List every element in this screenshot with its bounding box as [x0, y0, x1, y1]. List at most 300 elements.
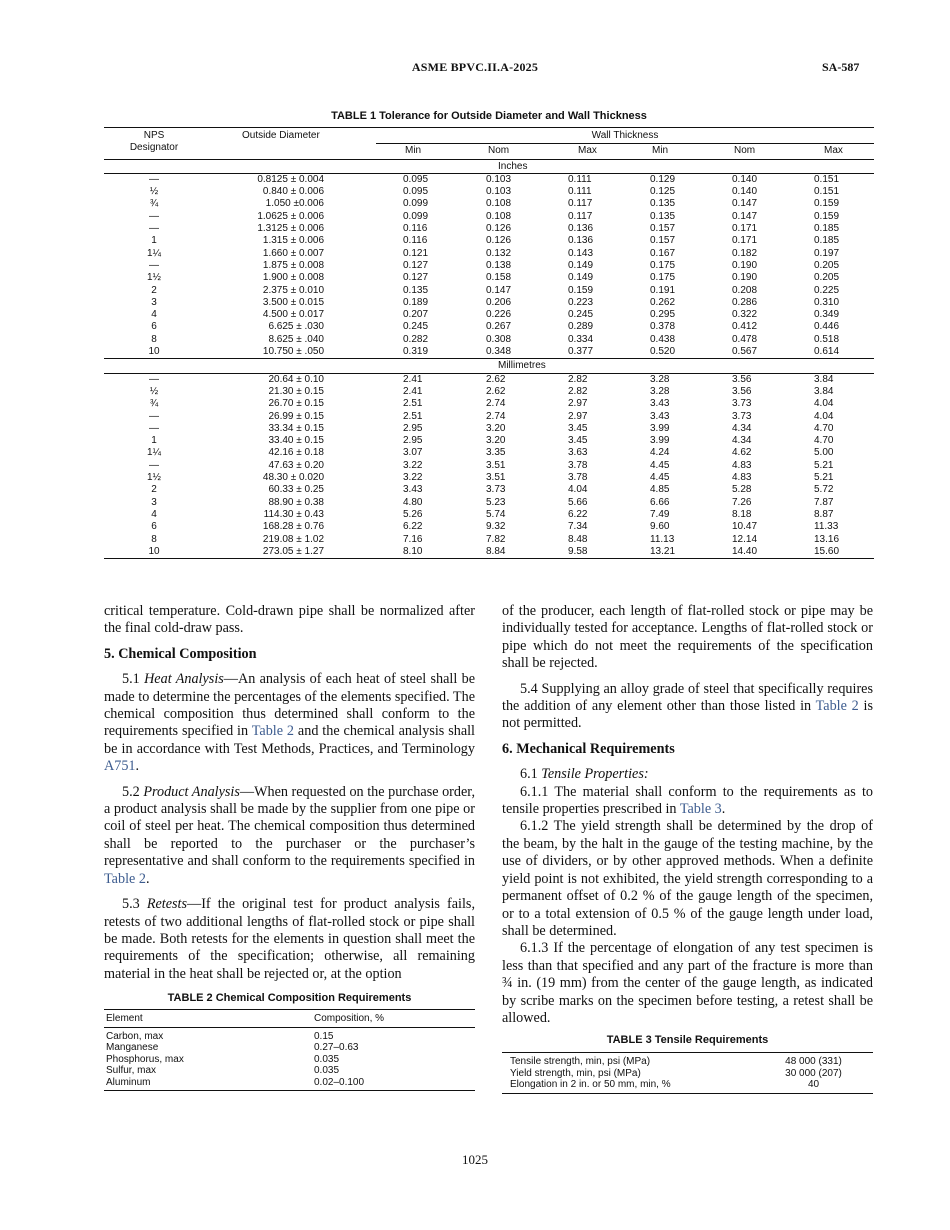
- table-cell: 0.159: [568, 284, 594, 296]
- table-cell: 33.40 ± 0.15: [268, 435, 324, 447]
- running-header-title: ASME BPVC.II.A-2025: [411, 60, 539, 74]
- para-6-1-3: 6.1.3 If the percentage of elongation of any test specimen is less than that specified and any part of the fracture is more than ¾ in. (19 mm) from the center of the gauge length, as indicated by scribe marks on the specimen before testing, a retest shall be allowed.: [502, 940, 873, 1026]
- table-cell: 3.35: [486, 447, 506, 459]
- table-cell: 0.310: [814, 296, 840, 308]
- table-cell: 0.171: [732, 235, 758, 247]
- table-cell: 48 000 (331): [762, 1053, 873, 1068]
- table1-inches-label: Inches: [376, 159, 874, 173]
- table-cell: 0.035: [314, 1053, 340, 1065]
- table-cell: ½: [149, 186, 159, 198]
- para-6-1-1: [502, 784, 873, 819]
- table-cell: 6.22: [403, 521, 423, 533]
- table1-mm-label-row: [104, 359, 874, 373]
- table-cell: 6.22: [568, 508, 588, 520]
- table-cell: 0.185: [814, 235, 840, 247]
- table2-caption: TABLE 2 Chemical Composition Requirements: [167, 992, 412, 1004]
- table-cell: 1: [151, 435, 157, 447]
- table-cell: 0.035: [314, 1065, 340, 1076]
- table-cell: 1.3125 ± 0.006: [257, 223, 324, 235]
- table-row: [104, 1027, 475, 1042]
- table-cell: 2.74: [486, 398, 506, 410]
- table-cell: 3: [151, 296, 157, 308]
- table1-head-wall: Wall Thickness: [376, 128, 874, 144]
- table-row: [104, 435, 874, 447]
- left-column: [104, 603, 475, 983]
- table-row: [104, 521, 874, 533]
- table-cell: 2: [151, 484, 157, 496]
- table-cell: 10.47: [732, 521, 758, 533]
- table-cell: 3: [151, 496, 157, 508]
- table-cell: —: [149, 223, 159, 235]
- table-row: [104, 321, 874, 333]
- table-2-link[interactable]: Table 2: [815, 698, 859, 715]
- table-cell: 3.43: [650, 410, 670, 422]
- a751-link[interactable]: A751: [104, 758, 136, 775]
- para-6-1-1-text-b: .: [721, 801, 726, 818]
- table-cell: 5.21: [814, 459, 834, 471]
- para-6-1: [502, 766, 873, 783]
- para-5-4-text-a: 5.4 Supplying an alloy grade of steel that specifically requires the addition of any element other than those listed in: [502, 680, 873, 715]
- para-5-1-title: Heat Analysis: [144, 671, 224, 688]
- table-cell: 33.34 ± 0.15: [268, 422, 324, 434]
- table-cell: 0.8125 ± 0.004: [257, 173, 324, 185]
- table-row: [104, 1077, 475, 1091]
- table-row: [104, 546, 874, 559]
- table-cell: 0.129: [650, 173, 676, 185]
- table-cell: —: [149, 373, 159, 385]
- para-6-1-title: Tensile Properties:: [541, 766, 649, 783]
- table-cell: 8.625 ± .040: [268, 333, 324, 345]
- table-cell: 3.51: [486, 459, 506, 471]
- table-cell: 11.33: [814, 521, 839, 533]
- page-number: 1025: [462, 1152, 488, 1167]
- table-row: [104, 198, 874, 210]
- table-cell: 4.04: [568, 484, 588, 496]
- table-cell: —: [149, 410, 159, 422]
- para-5-2-number: 5.2: [122, 783, 140, 800]
- table-row: [104, 1042, 475, 1054]
- table-cell: 6.625 ± .030: [268, 321, 324, 333]
- table-cell: 3.43: [403, 484, 423, 496]
- table-cell: 0.132: [486, 247, 512, 259]
- table1-subhead-2: Max: [578, 145, 597, 157]
- table-cell: 13.21: [623, 546, 705, 559]
- table-row: [104, 398, 874, 410]
- table1-mm-label-spacer: [104, 359, 376, 373]
- table-3-link[interactable]: Table 3: [679, 801, 722, 818]
- table-cell: 5.28: [732, 484, 752, 496]
- table-cell: 10: [104, 346, 204, 359]
- table2-head-element: Element: [104, 1010, 312, 1028]
- table-row: [104, 248, 874, 260]
- table2-block: [104, 992, 475, 1091]
- table-cell: 3.45: [568, 422, 588, 434]
- table-cell: 3.63: [568, 447, 588, 459]
- table-cell: 88.90 ± 0.38: [268, 496, 324, 508]
- table-cell: 0.206: [486, 296, 512, 308]
- table-cell: 4.70: [814, 422, 834, 434]
- table-cell: 1.660 ± 0.007: [262, 247, 324, 259]
- table-cell: 0.15: [314, 1030, 334, 1042]
- table-cell: 0.205: [814, 272, 840, 284]
- table-cell: 4: [151, 309, 157, 321]
- table-cell: 0.127: [403, 272, 429, 284]
- table-cell: 0.143: [568, 247, 594, 259]
- table-cell: 7.34: [568, 521, 588, 533]
- table-cell: 0.412: [732, 321, 758, 333]
- table1-mm-label: Millimetres: [376, 359, 874, 373]
- table-cell: 0.478: [732, 333, 758, 345]
- table-cell: 0.159: [814, 198, 840, 210]
- table-2-link[interactable]: Table 2: [104, 870, 146, 887]
- table1-head-od: Outside Diameter: [204, 128, 376, 160]
- table-cell: 8.48: [568, 533, 588, 545]
- table-cell: 8.87: [814, 508, 834, 520]
- table3: [502, 1052, 873, 1094]
- table-cell: 2.82: [568, 385, 588, 397]
- table-cell: 0.103: [486, 173, 512, 185]
- table-cell: 0.159: [814, 210, 840, 222]
- section-6-heading: 6. Mechanical Requirements: [502, 740, 675, 757]
- table-cell: 4.83: [732, 459, 752, 471]
- table-cell: —: [149, 210, 159, 222]
- table-cell: 4.34: [732, 422, 752, 434]
- table-cell: 0.171: [732, 223, 758, 235]
- table-row: [104, 460, 874, 472]
- table-cell: 9.60: [650, 521, 670, 533]
- table-cell: Aluminum: [104, 1077, 312, 1091]
- table-cell: Elongation in 2 in. or 50 mm, min, %: [502, 1079, 762, 1093]
- table-row: [104, 373, 874, 386]
- table-row: [502, 1053, 873, 1068]
- table-cell: —: [149, 459, 159, 471]
- table-row: [104, 186, 874, 198]
- table-cell: 0.267: [486, 321, 512, 333]
- table-row: [104, 173, 874, 186]
- table-cell: 0.348: [459, 346, 541, 359]
- table-cell: 14.40: [705, 546, 787, 559]
- table-cell: 2.41: [403, 373, 423, 385]
- table-cell: 0.208: [732, 284, 758, 296]
- table-cell: 3.500 ± 0.015: [262, 296, 324, 308]
- table-cell: 9.32: [486, 521, 506, 533]
- table-cell: 0.245: [403, 321, 429, 333]
- table-cell: 1.050 ±0.006: [265, 198, 324, 210]
- table-cell: 8: [151, 533, 157, 545]
- table-cell: 0.245: [568, 309, 594, 321]
- para-5-1-text-a: —An analysis of each heat of steel shall be made to determine the percentages of the elements specified. The chemical composition thus determined shall conform to the requirements specified in: [104, 671, 476, 740]
- table-cell: 0.191: [650, 284, 676, 296]
- table-cell: 0.190: [732, 259, 758, 271]
- table-cell: 0.223: [568, 296, 594, 308]
- para-5-3-title: Retests: [146, 896, 188, 913]
- table-cell: 0.151: [814, 186, 840, 198]
- table-cell: 0.158: [486, 272, 512, 284]
- table-cell: 0.175: [650, 259, 676, 271]
- table-cell: 2.97: [568, 398, 588, 410]
- running-header-code: SA-587: [822, 60, 860, 74]
- table-cell: 2.51: [403, 398, 423, 410]
- table-cell: 0.108: [486, 198, 512, 210]
- table-row: [104, 497, 874, 509]
- table-cell: 0.185: [814, 223, 840, 235]
- table-row: [104, 386, 874, 398]
- table-cell: 3.73: [732, 398, 752, 410]
- table1-inches-label-spacer: [104, 159, 376, 173]
- table-cell: 3.43: [650, 398, 670, 410]
- table-cell: 114.30 ± 0.43: [263, 508, 324, 520]
- table-cell: 11.13: [650, 533, 675, 545]
- table-cell: 0.117: [568, 210, 593, 222]
- table-cell: 0.322: [732, 309, 758, 321]
- para-5-3-continued: of the producer, each length of flat-rolled stock or pipe may be individually tested for acceptance. Lengths of flat-rolled stock or pipe which do not meet the requirements of the specification shall be rejected.: [502, 603, 873, 672]
- table-cell: 3.28: [650, 385, 670, 397]
- table-cell: 10.750 ± .050: [204, 346, 376, 359]
- table-cell: 4.62: [732, 447, 752, 459]
- table-cell: 0.147: [486, 284, 512, 296]
- section-5-heading: 5. Chemical Composition: [104, 645, 257, 662]
- table-cell: 0.349: [814, 309, 840, 321]
- table-cell: 2.41: [403, 385, 423, 397]
- table-cell: 4.85: [650, 484, 670, 496]
- table-cell: 1½: [147, 472, 161, 484]
- table-cell: 7.26: [732, 496, 752, 508]
- table-cell: 21.30 ± 0.15: [268, 385, 324, 397]
- table-cell: 0.167: [650, 247, 676, 259]
- table-cell: 1: [151, 235, 157, 247]
- table-cell: 0.127: [403, 259, 429, 271]
- table-cell: 0.02–0.100: [312, 1077, 475, 1091]
- table-cell: 0.126: [486, 223, 512, 235]
- table-cell: 0.140: [732, 173, 758, 185]
- table-cell: 30 000 (207): [785, 1067, 842, 1079]
- table-cell: 6: [151, 321, 157, 333]
- table-row: [104, 1065, 475, 1077]
- table-cell: ¾: [149, 198, 159, 210]
- para-5-2-text-a: —When requested on the purchase order, a product analysis shall be made by the supplier from one pipe or coil of steel per heat. The chemical composition thus determined shall be reported to the purchaser or the purchaser’s representative and shall conform to the requirements specified in: [104, 783, 475, 870]
- table-cell: 0.189: [403, 296, 429, 308]
- table-cell: 0.095: [403, 173, 429, 185]
- para-6-1-number: 6.1: [520, 766, 538, 783]
- table1-subhead-5: Max: [824, 145, 843, 157]
- table-cell: 3.99: [650, 435, 670, 447]
- table-cell: 1.315 ± 0.006: [262, 235, 324, 247]
- table-cell: 0.111: [568, 186, 592, 198]
- table-cell: 3.28: [650, 373, 670, 385]
- table-cell: 0.099: [403, 198, 429, 210]
- table-cell: 0.225: [814, 284, 840, 296]
- table-cell: 0.289: [568, 321, 594, 333]
- table-cell: 0.334: [568, 333, 594, 345]
- table3-block: [502, 1034, 873, 1094]
- table-cell: Sulfur, max: [106, 1065, 157, 1076]
- table-cell: 0.226: [486, 309, 512, 321]
- table-cell: 2.74: [486, 410, 506, 422]
- table2-head-composition: Composition, %: [312, 1010, 475, 1028]
- table-cell: 0.567: [705, 346, 787, 359]
- table-cell: 0.138: [486, 259, 512, 271]
- table-cell: 4.70: [814, 435, 834, 447]
- table-cell: 2: [151, 284, 157, 296]
- table-row: [104, 1054, 475, 1066]
- table-cell: 0.319: [376, 346, 459, 359]
- para-5-1-text-c: .: [135, 758, 140, 775]
- table-cell: 47.63 ± 0.20: [268, 459, 324, 471]
- table-cell: 42.16 ± 0.18: [268, 447, 324, 459]
- table-cell: 1.0625 ± 0.006: [257, 210, 324, 222]
- table-cell: 3.78: [568, 472, 588, 484]
- table-cell: 0.157: [650, 235, 676, 247]
- table-cell: 4.45: [650, 472, 670, 484]
- table-cell: 4.500 ± 0.017: [262, 309, 324, 321]
- table-cell: 8.10: [376, 546, 459, 559]
- para-5-1-text-b: and the chemical analysis shall be in accordance with Test Methods, Practices, and Terminology: [104, 723, 475, 757]
- table-cell: 9.58: [541, 546, 623, 559]
- table-cell: 8.84: [459, 546, 541, 559]
- para-5-3-number: 5.3: [122, 896, 140, 913]
- table-row: [502, 1068, 873, 1080]
- table-cell: 0.207: [403, 309, 429, 321]
- table1-caption: TABLE 1 Tolerance for Outside Diameter and Wall Thickness: [331, 110, 647, 122]
- table1-subhead-4: Nom: [734, 145, 756, 157]
- table-cell: 48.30 ± 0.020: [262, 472, 324, 484]
- table-cell: 0.147: [732, 210, 758, 222]
- table-cell: 3.56: [732, 385, 752, 397]
- table-cell: 4.80: [403, 496, 423, 508]
- table-cell: 0.149: [568, 259, 594, 271]
- table1-inches-label-row: [104, 159, 874, 173]
- table-cell: 2.51: [403, 410, 423, 422]
- table-cell: Manganese: [106, 1042, 159, 1053]
- table-cell: 0.262: [650, 296, 676, 308]
- table-cell: 3.07: [403, 447, 423, 459]
- table-cell: 40: [762, 1079, 873, 1093]
- table-row: [502, 1079, 873, 1093]
- table-cell: 0.840 ± 0.006: [262, 186, 324, 198]
- table-cell: 8: [151, 333, 157, 345]
- table-row: [104, 423, 874, 435]
- table-cell: 2.95: [403, 422, 423, 434]
- table-cell: 0.135: [650, 210, 676, 222]
- table-cell: 3.84: [814, 385, 834, 397]
- table-cell: 0.108: [486, 210, 512, 222]
- table1: [104, 127, 874, 559]
- table-cell: 12.14: [732, 533, 758, 545]
- table-cell: ½: [149, 385, 159, 397]
- table-cell: 0.190: [732, 272, 758, 284]
- para-5-1-number: 5.1: [122, 671, 140, 688]
- table-cell: 4.45: [650, 459, 670, 471]
- table-cell: 2.62: [486, 385, 506, 397]
- table-cell: 0.126: [486, 235, 512, 247]
- table-cell: 10: [104, 546, 204, 559]
- table-cell: 4.04: [814, 410, 834, 422]
- table-cell: 20.64 ± 0.10: [268, 373, 324, 385]
- table-row: [104, 534, 874, 546]
- table-cell: 0.116: [403, 235, 428, 247]
- para-5-3: [104, 896, 475, 983]
- table-cell: 1.875 ± 0.008: [262, 259, 324, 271]
- table-cell: 3.45: [568, 435, 588, 447]
- table-cell: 0.205: [814, 259, 840, 271]
- table-cell: 4.24: [650, 447, 670, 459]
- nps-head-line1: NPS: [143, 130, 165, 141]
- table-row: [104, 411, 874, 423]
- table-cell: 0.135: [650, 198, 676, 210]
- table-cell: 0.136: [568, 223, 594, 235]
- table-cell: 0.377: [541, 346, 623, 359]
- table-cell: 0.295: [650, 309, 676, 321]
- table-cell: Tensile strength, min, psi (MPa): [502, 1053, 762, 1068]
- table-cell: 5.74: [486, 508, 506, 520]
- table-cell: 0.197: [814, 247, 840, 259]
- para-5-3-text: —If the original test for product analysis fails, retests of two additional lengths of flat-rolled stock or pipe shall be made. Both retests for the elements in question shall meet the requirements of the specification; otherwise, all remaining material in the heat shall be rejected or, at the option: [104, 896, 475, 982]
- table-cell: 0.446: [814, 321, 840, 333]
- table-cell: 7.82: [486, 533, 506, 545]
- para-6-1-1-text-a: 6.1.1 The material shall conform to the requirements as to tensile properties prescribed in: [502, 783, 873, 818]
- table-cell: 3.20: [486, 435, 506, 447]
- table-cell: 6: [151, 521, 157, 533]
- table-row: [104, 509, 874, 521]
- table-cell: 1.900 ± 0.008: [262, 272, 324, 284]
- table-cell: 0.125: [650, 186, 676, 198]
- table-cell: 3.51: [486, 472, 506, 484]
- table-cell: —: [149, 173, 159, 185]
- table2-body: [104, 1027, 475, 1091]
- table-cell: 2.95: [403, 435, 423, 447]
- table-cell: 0.27–0.63: [314, 1042, 359, 1053]
- para-continuation: critical temperature. Cold-drawn pipe shall be normalized after the final cold-draw pass.: [104, 603, 475, 637]
- table-cell: 1¼: [147, 447, 161, 459]
- table-cell: 0.099: [403, 210, 429, 222]
- table-cell: 7.87: [814, 496, 834, 508]
- table-cell: 0.135: [403, 284, 429, 296]
- table-cell: 3.56: [732, 373, 752, 385]
- table-cell: 15.60: [787, 546, 874, 559]
- table-cell: —: [149, 422, 159, 434]
- para-5-1: [104, 671, 475, 775]
- table-cell: 168.28 ± 0.76: [262, 521, 324, 533]
- table-cell: 3.20: [486, 422, 506, 434]
- table-cell: 0.378: [650, 321, 676, 333]
- table3-body: [502, 1053, 873, 1094]
- table-cell: 0.121: [403, 247, 429, 259]
- table-cell: 0.282: [403, 333, 429, 345]
- table-cell: 2.97: [568, 410, 588, 422]
- table-cell: 1¼: [147, 247, 161, 259]
- table-cell: 3.99: [650, 422, 670, 434]
- table-cell: 0.182: [732, 247, 758, 259]
- table-cell: 2.62: [486, 373, 506, 385]
- table-cell: ¾: [149, 398, 159, 410]
- table-row: [104, 211, 874, 223]
- table1-subhead-1: Nom: [488, 145, 510, 157]
- table-cell: 2.82: [568, 373, 588, 385]
- table-cell: 5.00: [814, 447, 834, 459]
- table1-body: [104, 159, 874, 559]
- nps-head-line2: Designator: [129, 142, 179, 154]
- table-2-link[interactable]: Table 2: [251, 723, 295, 740]
- table-cell: 26.99 ± 0.15: [268, 410, 324, 422]
- table-row: [104, 223, 874, 235]
- table-cell: 3.73: [486, 484, 506, 496]
- table-cell: 4.83: [732, 472, 752, 484]
- table1-subhead-0: Min: [405, 145, 422, 157]
- table-cell: 0.286: [732, 296, 758, 308]
- table-cell: 0.149: [568, 272, 594, 284]
- table-cell: 0.117: [568, 198, 593, 210]
- table-cell: 273.05 ± 1.27: [204, 546, 376, 559]
